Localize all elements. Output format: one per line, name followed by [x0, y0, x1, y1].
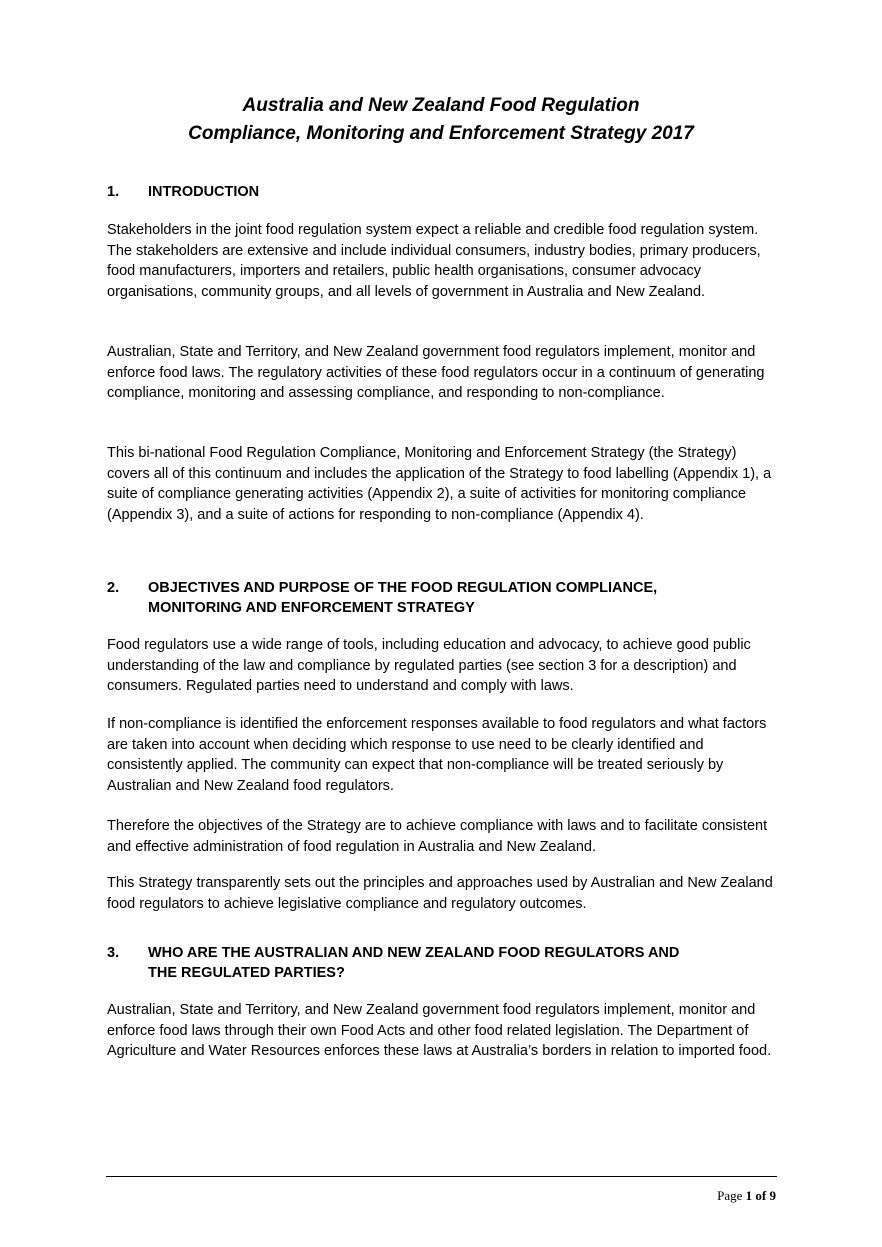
document-title-line-1: Australia and New Zealand Food Regulation: [242, 95, 640, 116]
section-number: 1.: [107, 184, 120, 200]
section-title-line-1: WHO ARE THE AUSTRALIAN AND NEW ZEALAND FOOD REGULATORS AND: [148, 945, 680, 961]
page-total: 9: [769, 1188, 776, 1203]
page-of: of: [752, 1188, 770, 1203]
section-title-line-2: MONITORING AND ENFORCEMENT STRATEGY: [148, 600, 475, 616]
paragraph: Stakeholders in the joint food regulation system expect a reliable and credible food regulation system. The stakeholders are extensive and include individual consumers, industry bodies, primary producers, food manufacturers, importers and retailers, public health organisations, consumer advocacy organisations, community groups, and all levels of government in Australia and New Zealand.: [107, 222, 761, 300]
page-prefix: Page: [717, 1188, 746, 1203]
section-number: 3.: [107, 945, 120, 961]
paragraph: Food regulators use a wide range of tools, including education and advocacy, to achieve good public understanding of the law and compliance by regulated parties (see section 3 for a description) and consumers. Regulated parties need to understand and comply with laws.: [107, 637, 751, 694]
paragraph: Therefore the objectives of the Strategy are to achieve compliance with laws and to facilitate consistent and effective administration of food regulation in Australia and New Zealand.: [107, 818, 768, 855]
page-number: [717, 1188, 776, 1204]
section-number: 2.: [107, 580, 120, 596]
section-title: INTRODUCTION: [148, 184, 260, 200]
document-title-line-2: Compliance, Monitoring and Enforcement Strategy 2017: [188, 123, 694, 144]
footer-divider: [106, 1176, 777, 1177]
paragraph: This bi-national Food Regulation Compliance, Monitoring and Enforcement Strategy (the Strategy) covers all of this continuum and includes the application of the Strategy to food labelling (Appendix 1), a suite of compliance generating activities (Appendix 2), a suite of activities for monitoring compliance (Appendix 3), and a suite of actions for responding to non-compliance (Appendix 4).: [107, 445, 772, 523]
paragraph: Australian, State and Territory, and New Zealand government food regulators implement, monitor and enforce food laws through their own Food Acts and other food related legislation. The Department of Agriculture and Water Resources enforces these laws at Australia’s borders in relation to imported food.: [107, 1002, 772, 1059]
paragraph: If non-compliance is identified the enforcement responses available to food regulators and what factors are taken into account when deciding which response to use need to be clearly identified and consistently applied. The community can expect that non-compliance will be treated seriously by Australian and New Zealand food regulators.: [107, 716, 767, 794]
section-title-line-1: OBJECTIVES AND PURPOSE OF THE FOOD REGULATION COMPLIANCE,: [148, 580, 658, 596]
section-title-line-2: THE REGULATED PARTIES?: [148, 965, 345, 981]
paragraph: Australian, State and Territory, and New Zealand government food regulators implement, monitor and enforce food laws. The regulatory activities of these food regulators occur in a continuum of generating compliance, monitoring and assessing compliance, and responding to non-compliance.: [107, 344, 765, 401]
page-current: 1: [745, 1188, 753, 1203]
paragraph: This Strategy transparently sets out the principles and approaches used by Australian and New Zealand food regulators to achieve legislative compliance and regulatory outcomes.: [107, 875, 773, 912]
